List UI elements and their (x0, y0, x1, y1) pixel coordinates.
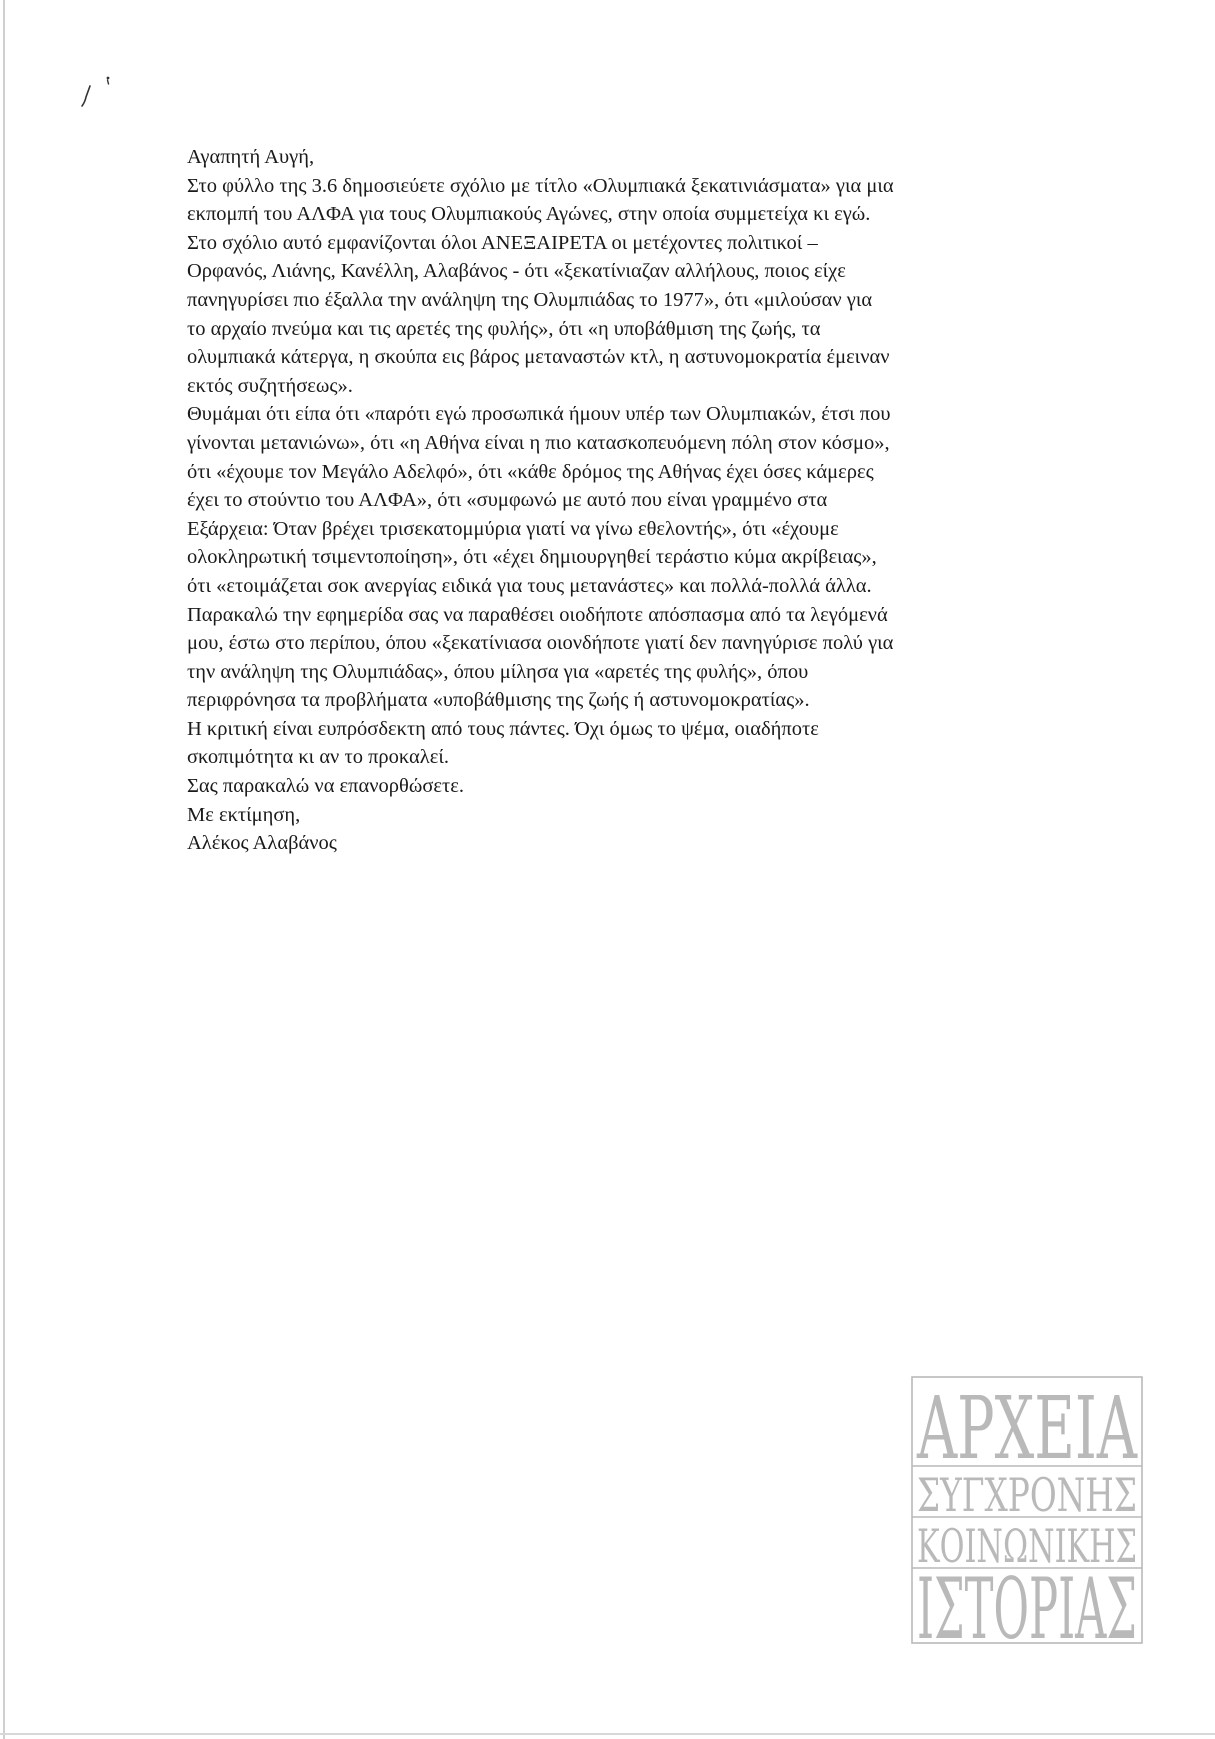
letter-line: περιφρόνησα τα προβλήματα «υποβάθμισης της ζωής ή αστυνομοκρατίας». (187, 689, 810, 712)
letter-line: Με εκτίμηση, (187, 803, 301, 826)
letter-line: Σας παρακαλώ να επανορθώσετε. (187, 775, 464, 798)
letter-line: Η κριτική είναι ευπρόσδεκτη από τους πάντες. Όχι όμως το ψέμα, οιαδήποτε (187, 717, 819, 740)
letter-line: έχει το στούντιο του ΑΛΦΑ», ότι «συμφωνώ με αυτό που είναι γραμμένο στα (187, 489, 828, 512)
letter-line: Θυμάμαι ότι είπα ότι «παρότι εγώ προσωπικά ήμουν υπέρ των Ολυμπιακών, έτσι που (187, 403, 891, 426)
letter-line: σκοπιμότητα κι αν το προκαλεί. (187, 746, 449, 769)
scan-edge-bottom (0, 1733, 1215, 1735)
letter-line: το αρχαίο πνεύμα και τις αρετές της φυλής», ότι «η υποβάθμιση της ζωής, τα (187, 317, 821, 340)
letter-line: Στο σχόλιο αυτό εμφανίζονται όλοι ΑΝΕΞΑΙΡΕΤΑ οι μετέχοντες πολιτικοί – (187, 231, 818, 254)
letter-line: ολυμπιακά κάτεργα, η σκούπα εις βάρος μεταναστών κτλ, η αστυνομοκρατία έμειναν (187, 346, 890, 369)
stamp-line-archives: ΑΡΧΕΙΑ (916, 1379, 1138, 1479)
letter-line: την ανάληψη της Ολυμπιάδας», όπου μίλησα για «αρετές της φυλής», όπου (187, 660, 809, 683)
archive-stamp-logo (907, 1374, 1147, 1658)
letter-line: ότι «έχουμε τον Μεγάλο Αδελφό», ότι «κάθε δρόμος της Αθήνας έχει όσες κάμερες (187, 460, 874, 483)
letter-body (187, 143, 1067, 858)
letter-line: εκτός συζητήσεως». (187, 374, 353, 397)
letter-line: Παρακαλώ την εφημερίδα σας να παραθέσει οιοδήποτε απόσπασμα από τα λεγόμενά (187, 603, 888, 626)
letter-line: μου, έστω στο περίπου, όπου «ξεκατίνιασα οιονδήποτε γιατί δεν πανηγύρισε πολύ για (187, 632, 894, 655)
letter-line: Εξάρχεια: Όταν βρέχει τρισεκατομμύρια γιατί να γίνω εθελοντής», ότι «έχουμε (187, 517, 839, 540)
scan-edge-left (3, 0, 5, 1739)
letter-line: Ορφανός, Λιάνης, Κανέλλη, Αλαβάνος - ότι «ξεκατίνιαζαν αλλήλους, ποιος είχε (187, 260, 846, 283)
stamp-line-contemporary: ΣΥΓΧΡΟΝΗΣ (917, 1468, 1137, 1522)
stamp-line-social: ΚΟΙΝΩΝΙΚΗΣ (917, 1519, 1137, 1573)
letter-line: γίνονται μετανιώνω», ότι «η Αθήνα είναι η πιο κατασκοπευόμενη πόλη στον κόσμο», (187, 431, 890, 454)
letter-line: ότι «ετοιμάζεται σοκ ανεργίας ειδικά για τους μετανάστες» και πολλά-πολλά άλλα. (187, 574, 872, 597)
letter-line: ολοκληρωτική τσιμεντοποίηση», ότι «έχει δημιουργηθεί τεράστιο κύμα ακρίβειας», (187, 546, 877, 569)
letter-line: Στο φύλλο της 3.6 δημοσιεύετε σχόλιο με τίτλο «Ολυμπιακά ξεκατινιάσματα» για μια (187, 174, 894, 197)
letter-signature: Αλέκος Αλαβάνος (187, 832, 337, 855)
letter-line: Αγαπητή Αυγή, (187, 146, 315, 168)
stamp-line-history: ΙΣΤΟΡΙΑΣ (917, 1560, 1137, 1658)
letter-line: πανηγυρίσει πιο έξαλλα την ανάληψη της Ολυμπιάδας το 1977», ότι «μιλούσαν για (187, 288, 873, 311)
pen-mark-icon (78, 72, 118, 112)
letter-line: εκπομπή του ΑΛΦΑ για τους Ολυμπιακούς Αγώνες, στην οποία συμμετείχα κι εγώ. (187, 203, 871, 226)
